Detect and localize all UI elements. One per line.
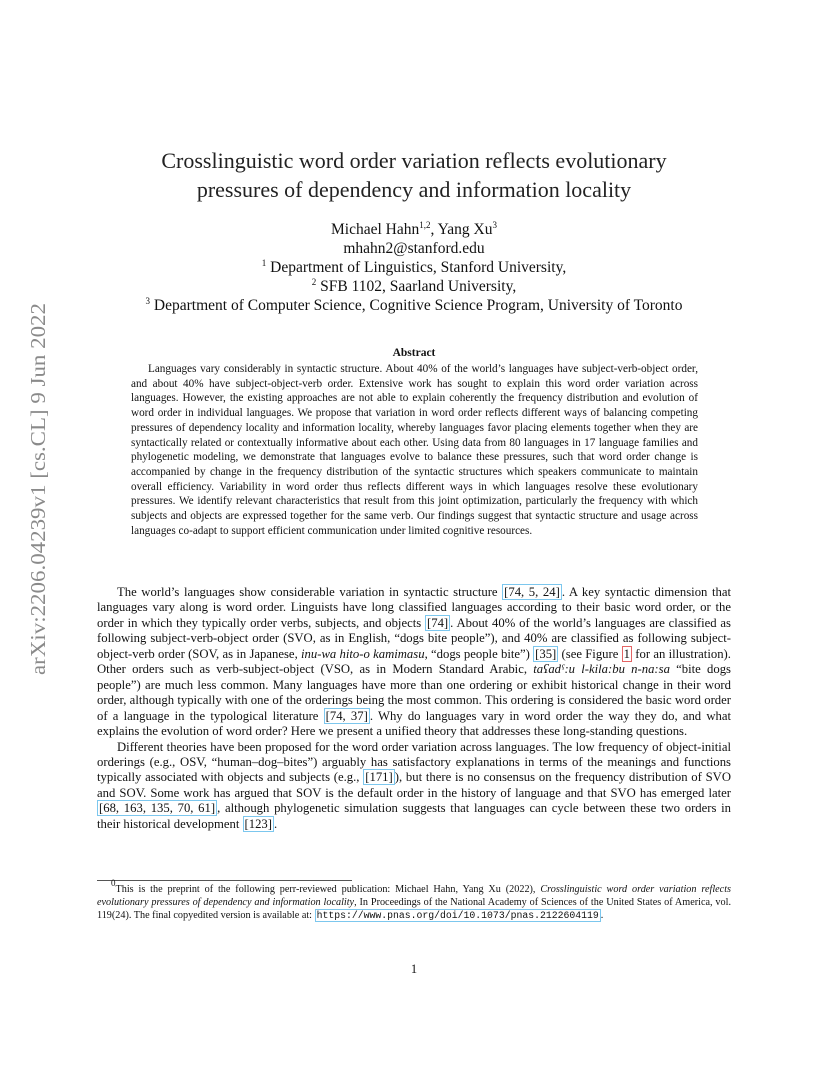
abstract-heading: Abstract	[392, 347, 436, 359]
affil-text: Department of Computer Science, Cognitive Science Program, University of Toronto	[150, 297, 683, 314]
title-line-1: Crosslinguistic word order variation reflects evolutionary	[161, 148, 667, 173]
affiliation-3	[100, 296, 728, 315]
author-separator: ,	[430, 221, 438, 238]
abstract	[131, 362, 698, 538]
author-affil-sup: 3	[492, 220, 497, 230]
footnote-italic: Crosslinguistic word order variation reflects evolutionary pressures of dependency and information locality	[97, 884, 731, 908]
author-block	[100, 220, 728, 315]
text-run: , although phylogenetic simulation suggests that languages can cycle between these two orders in their historical development	[97, 801, 732, 831]
footnote-marker: 0	[111, 878, 116, 888]
footnote-rule	[97, 880, 352, 881]
text-run: (see Figure	[558, 646, 622, 661]
example-italic: inu-wa hito-o kamimasu	[301, 646, 425, 661]
text-run: , In Proceedings of the National Academy of Sciences of the United States of America, vol. 119(24). The final copyedited version is available at:	[97, 897, 731, 921]
page-number: 1	[410, 962, 418, 976]
text-run: .	[274, 816, 278, 831]
citation-link[interactable]: [123]	[244, 816, 272, 831]
affil-sup: 2	[311, 277, 317, 287]
affil-sup: 1	[261, 258, 267, 268]
author-names	[100, 220, 728, 239]
text-run: . About 40% of the world’s languages are classified as following subject-verb-object order (SVO, as in English, “dogs bite people”), and 40% are classified as following subject-object-verb order (SOV, as in Japanese,	[97, 615, 731, 661]
text-run: This is the preprint of the following perr-reviewed publication: Michael Hahn, Yang Xu (2022),	[115, 884, 541, 895]
text-run: . A key syntactic dimension that languages vary along is word order. Linguists have long classified languages according to their basic word order, or the order in which they typically order verbs, subjects, and objects	[97, 585, 731, 630]
text-run: , “dogs people bite”)	[424, 646, 534, 661]
arxiv-stamp-text: arXiv:2206.04239v1 [cs.CL] 9 Jun 2022	[26, 326, 50, 675]
citation-link[interactable]: [171]	[365, 770, 393, 785]
affil-text: SFB 1102, Saarland University,	[316, 278, 517, 295]
citation-link[interactable]: [74]	[427, 615, 449, 630]
paragraph-2	[97, 740, 731, 833]
citation-link[interactable]: [74, 5, 24]	[504, 585, 560, 599]
footnote-text	[97, 878, 731, 922]
text-run: “bite dogs people”) are much less common. Many languages have more than one ordering or exhibit historical change in their word order, although typically with one of the orderings being the most common. This ordering is considered the basic word order of a language in the typological literature	[97, 662, 731, 723]
example-italic: taʕadˤ:u l-kila:bu n-na:sa	[533, 662, 670, 677]
figure-link[interactable]: 1	[623, 646, 630, 661]
author-name: Yang Xu	[437, 221, 493, 238]
text-run: .	[600, 910, 604, 921]
arxiv-stamp[interactable]	[10, 300, 60, 680]
footnote	[97, 878, 731, 922]
affil-sup: 3	[145, 296, 151, 306]
affiliation-2	[100, 277, 728, 296]
citation-link[interactable]: [68, 163, 135, 70, 61]	[99, 801, 216, 816]
text-run: for an illustration). Other orders such as verb-subject-object (VSO, as in Modern Standard Arabic,	[97, 646, 731, 677]
affil-text: Department of Linguistics, Stanford University,	[266, 259, 567, 276]
paper-title	[100, 146, 728, 204]
author-affil-sup: 1,2	[419, 220, 431, 230]
text-run: The world’s languages show considerable variation in syntactic structure	[117, 585, 503, 599]
abstract-text: Languages vary considerably in syntactic structure. About 40% of the world’s languages have subject-verb-object order, and about 40% have subject-object-verb order. Extensive work has sought to explain this word order variation across languages. However, the existing approaches are not able to explain coherently the frequency distribution and evolution of word order in individual languages. We propose that variation in word order reflects different ways of balancing competing pressures of dependency locality and information locality, whereby languages favor placing elements together when they are syntactically related or contextually informative about each other. Using data from 80 languages in 17 language families and phylogenetic modeling, we demonstrate that languages evolve to balance these pressures, such that word order change is accompanied by change in the frequency distribution of the syntactic structures which speakers communicate to maintain overall efficiency. Variability in word order thus reflects different ways in which languages resolve these evolutionary pressures. We identify relevant characteristics that result from this joint optimization, particularly the frequency with which subjects and objects are expressed together for the same verb. Our findings suggest that syntactic structure and usage across languages co-adapt to support efficient communication under limited cognitive resources.	[131, 363, 698, 537]
citation-link[interactable]: [74, 37]	[325, 708, 368, 723]
title-line-2: pressures of dependency and information locality	[196, 177, 632, 202]
doi-link[interactable]: https://www.pnas.org/doi/10.1073/pnas.2122604119	[316, 910, 599, 921]
text-run: Different theories have been proposed for the word order variation across languages. The low frequency of object-initial orderings (e.g., OSV, “human–dog–bites”) arguably has satisfactory explanations in terms of the meanings and functions typically associated with objects and subjects (e.g.,	[97, 739, 731, 785]
body-text	[97, 585, 731, 832]
author-email: mhahn2@stanford.edu	[343, 240, 485, 257]
citation-link[interactable]: [35]	[535, 646, 557, 661]
paragraph-1	[97, 585, 731, 740]
text-run: ), but there is no consensus on the frequency distribution of SVO and SOV. Some work has argued that SOV is the default order in the history of language and that SVO has emerged later	[97, 770, 731, 800]
affiliation-1	[100, 258, 728, 277]
author-name: Michael Hahn	[330, 221, 420, 238]
text-run: . Why do languages vary in word order the way they do, and what explains the evolution of word order? Here we present a unified theory that addresses these long-standing questions.	[97, 708, 732, 739]
